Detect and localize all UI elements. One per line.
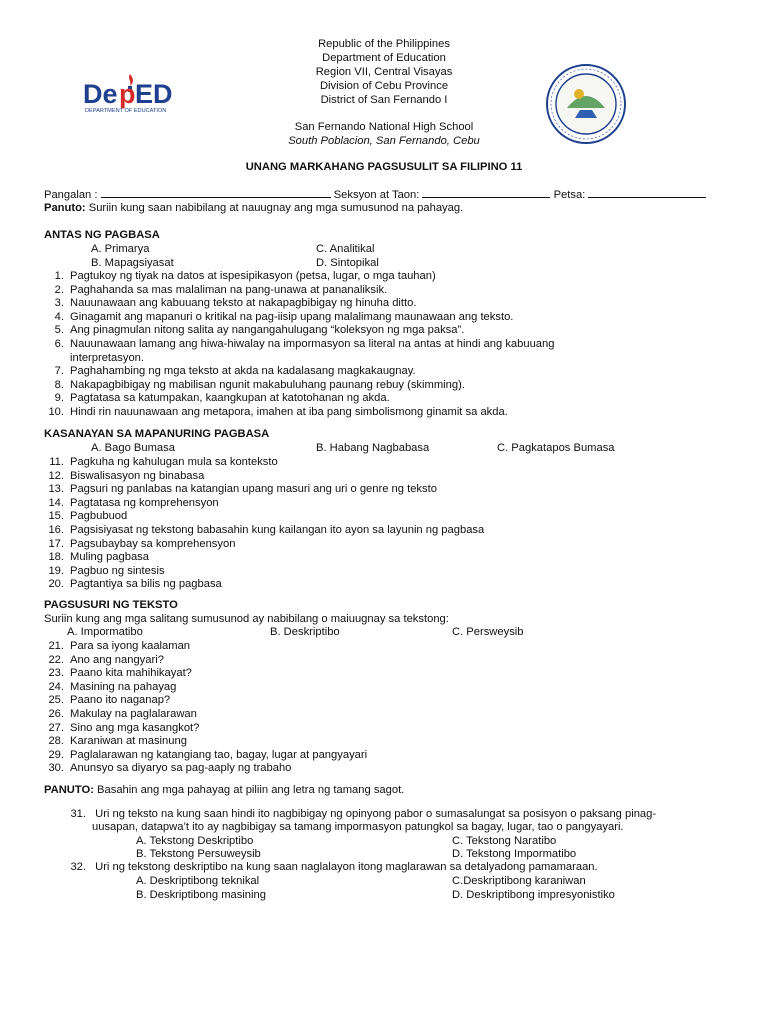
instructions-text: Suriin kung saan nabibilang at nauugnay ang mga sumusunod na pahayag. [88, 202, 464, 214]
q31-option-d: D. Tekstong Impormatibo [452, 848, 577, 860]
question-text: Muling pagbasa [70, 551, 149, 564]
question-text: Pagtukoy ng tiyak na datos at ispesipikasyon (petsa, lugar, o mga tauhan) [70, 270, 436, 282]
question-text: Pagbuo ng sintesis [70, 564, 165, 577]
question-number: 4. [54, 310, 64, 323]
question-item [40, 538, 484, 552]
question-text: Pagsubaybay sa komprehensyon [70, 537, 236, 550]
question-number: 6. [54, 337, 64, 350]
svg-text:De: De [83, 79, 118, 109]
question-item [40, 667, 367, 681]
svg-text:ED: ED [135, 79, 173, 109]
question-number: 30. [48, 762, 64, 775]
question-item [40, 470, 484, 484]
header-line-2: Department of Education [322, 52, 446, 64]
name-blank[interactable] [101, 188, 331, 198]
question-number: 1. [54, 270, 64, 282]
q32 [66, 861, 598, 875]
section-label: Seksyon at Taon: [333, 189, 420, 201]
header-line-3: Region VII, Central Visayas [315, 66, 453, 78]
question-number: 15. [48, 510, 64, 523]
question-text: Masining na pahayag [70, 680, 177, 693]
q31-option-c: C. Tekstong Naratibo [452, 835, 557, 847]
question-item [40, 352, 554, 366]
question-item [40, 722, 367, 736]
question-number: 24. [48, 680, 64, 693]
question-item [40, 365, 554, 379]
q32-number: 32. [70, 861, 86, 873]
section1-option-d: D. Sintopikal [316, 257, 379, 269]
section1-title: ANTAS NG PAGBASA [44, 229, 160, 241]
question-item [40, 392, 554, 406]
q31 [66, 808, 656, 822]
question-item [40, 297, 554, 311]
question-number: 3. [54, 297, 64, 310]
question-number: 8. [54, 378, 64, 391]
question-number: 27. [48, 721, 64, 734]
school-name: San Fernando National High School [294, 121, 474, 133]
section2-option-b: B. Habang Nagbabasa [316, 442, 430, 454]
question-item [40, 565, 484, 579]
question-text: Ang pinagmulan nitong salita ay nangangahulugang “koleksyon ng mga paksa”. [70, 324, 465, 337]
question-item [40, 497, 484, 511]
question-number: 10. [48, 405, 64, 418]
question-number: 9. [54, 392, 64, 405]
header-line-1: Republic of the Philippines [318, 38, 450, 50]
question-item [40, 510, 484, 524]
question-number: 26. [48, 707, 64, 720]
question-item [40, 708, 367, 722]
q31-line2: uusapan, datapwa’t ito ay nagbibigay sa tamang impormasyon patungkol sa bagay, lugar, tao o pangyayari. [92, 821, 624, 833]
q32-option-b: B. Deskriptibong masining [136, 889, 266, 901]
question-item [40, 324, 554, 338]
q31-number: 31. [70, 808, 86, 820]
question-item [40, 406, 554, 420]
header-line-4: Division of Cebu Province [319, 80, 449, 92]
q31-option-b: B. Tekstong Persuweysib [136, 848, 261, 860]
question-item [40, 551, 484, 565]
question-text: Nauunawaan lamang ang hiwa-hiwalay na impormasyon sa literal na antas at hindi ang kabuuang [70, 337, 555, 350]
question-number: 19. [48, 564, 64, 577]
section3-option-b: B. Deskriptibo [270, 626, 340, 638]
section1-option-b: B. Mapagsiyasat [91, 257, 174, 269]
question-text: interpretasyon. [70, 351, 145, 364]
question-text: Paghahanda sa mas malaliman na pang-unawa at pananaliksik. [70, 283, 388, 296]
question-number: 11. [49, 456, 64, 468]
question-text: Pagsisiyasat ng tekstong babasahin kung kailangan ito ayon sa layunin ng pagbasa [70, 523, 485, 536]
question-item [40, 762, 367, 776]
section4-text: Basahin ang mga pahayag at piliin ang letra ng tamang sagot. [97, 784, 405, 796]
question-text: Pagbubuod [70, 510, 128, 523]
question-text: Pagsuri ng panlabas na katangian upang masuri ang uri o genre ng teksto [70, 483, 437, 496]
name-field-row [44, 188, 706, 203]
question-text: Sino ang mga kasangkot? [70, 721, 200, 734]
question-item [40, 640, 367, 654]
question-text: Karaniwan at masinung [70, 735, 187, 748]
question-number: 14. [48, 496, 64, 509]
question-item [40, 524, 484, 538]
question-text: Ginagamit ang mapanuri o kritikal na pag-iisip upang malalimang maunawaan ang teksto. [70, 310, 514, 323]
question-number: 13. [48, 483, 64, 496]
question-text: Pagtantiya sa bilis ng pagbasa [70, 578, 222, 591]
section2-option-c: C. Pagkatapos Bumasa [497, 442, 615, 454]
question-text: Para sa iyong kaalaman [70, 640, 191, 652]
section2-title: KASANAYAN SA MAPANURING PAGBASA [44, 428, 270, 440]
question-number: 16. [48, 523, 64, 536]
svg-text:p: p [119, 79, 136, 109]
question-number: 2. [54, 283, 64, 296]
question-number: 7. [54, 365, 64, 378]
exam-title: UNANG MARKAHANG PAGSUSULIT SA FILIPINO 11 [245, 161, 523, 173]
date-blank[interactable] [588, 188, 706, 198]
section1-option-c: C. Analitikal [316, 243, 375, 255]
section4-instructions [44, 784, 404, 798]
question-number: 23. [48, 667, 64, 680]
q32-option-c: C.Deskriptibong karaniwan [452, 875, 586, 887]
question-text: Paghahambing ng mga teksto at akda na kadalasang magkakaugnay. [70, 365, 416, 378]
question-item [40, 311, 554, 325]
question-item [40, 338, 554, 352]
section3-intro: Suriin kung ang mga salitang sumusunod ay nabibilang o maiuugnay sa tekstong: [44, 613, 449, 625]
question-item [40, 749, 367, 763]
section4-label: PANUTO: [44, 784, 94, 796]
question-text: Nauunawaan ang kabuuang teksto at nakapagbibigay ng hinuha ditto. [70, 297, 417, 310]
school-address: South Poblacion, San Fernando, Cebu [288, 135, 480, 147]
section1-option-a: A. Primarya [91, 243, 150, 255]
section1-items [40, 270, 554, 420]
question-item [40, 578, 484, 592]
question-item [40, 483, 484, 497]
question-text: Paano ito naganap? [70, 694, 171, 707]
question-item [40, 654, 367, 668]
question-text: Pagkuha ng kahulugan mula sa konteksto [70, 456, 278, 468]
question-item [40, 694, 367, 708]
section3-title: PAGSUSURI NG TEKSTO [44, 599, 178, 611]
question-text: Paglalarawan ng katangiang tao, bagay, lugar at pangyayari [70, 748, 368, 761]
question-text: Pagtatasa ng komprehensyon [70, 496, 219, 509]
question-item [40, 284, 554, 298]
question-text: Nakapagbibigay ng mabilisan ngunit makabuluhang paunang rebuy (skimming). [70, 378, 465, 391]
section3-option-c: C. Persweysib [452, 626, 524, 638]
question-number: 29. [48, 748, 64, 761]
question-number: 18. [48, 551, 64, 564]
question-text: Ano ang nangyari? [70, 653, 164, 666]
q32-option-d: D. Deskriptibong impresyonistiko [452, 889, 615, 901]
header-line-5: District of San Fernando I [320, 94, 448, 106]
section2-items [40, 456, 484, 592]
section2-option-a: A. Bago Bumasa [91, 442, 175, 454]
question-number: 25. [48, 694, 64, 707]
question-item [40, 270, 554, 284]
q32-line1: Uri ng tekstong deskriptibo na kung saan naglalayon itong maglarawan sa detalyadong pamamaraan. [95, 861, 598, 873]
q32-option-a: A. Deskriptibong teknikal [136, 875, 260, 887]
q31-line1: Uri ng teksto na kung saan hindi ito nagbibigay ng opinyong pabor o sumasalungat sa posisyon o paksang pinag- [95, 808, 657, 820]
instructions-label: Panuto: [44, 202, 86, 214]
question-text: Biswalisasyon ng binabasa [70, 469, 205, 482]
question-text: Hindi rin nauunawaan ang metapora, imahen at iba pang simbolismong ginamit sa akda. [70, 405, 508, 418]
question-number: 17. [48, 537, 64, 550]
question-item [40, 681, 367, 695]
q31-option-a: A. Tekstong Deskriptibo [136, 835, 254, 847]
instructions [44, 202, 463, 216]
section3-items [40, 640, 367, 776]
question-number: 22. [48, 653, 64, 666]
name-label: Pangalan : [44, 189, 98, 201]
question-number: 28. [48, 735, 64, 748]
question-number: 21. [48, 640, 64, 652]
question-text: Pagtatasa sa katumpakan, kaangkupan at katotohanan ng akda. [70, 392, 390, 405]
question-text: Makulay na paglalarawan [70, 707, 197, 720]
question-number: 5. [54, 324, 64, 337]
question-text: Paano kita mahihikayat? [70, 667, 192, 680]
section-blank[interactable] [422, 188, 550, 198]
question-item [40, 735, 367, 749]
question-text: Anunsyo sa diyaryo sa pag-aaply ng trabaho [70, 762, 292, 775]
section3-option-a: A. Impormatibo [67, 626, 143, 638]
question-number: 12. [48, 469, 64, 482]
date-label: Petsa: [553, 189, 586, 201]
question-number: 20. [48, 578, 64, 591]
question-item [40, 379, 554, 393]
svg-text:DEPARTMENT OF EDUCATION: DEPARTMENT OF EDUCATION [85, 108, 167, 114]
question-item [40, 456, 484, 470]
